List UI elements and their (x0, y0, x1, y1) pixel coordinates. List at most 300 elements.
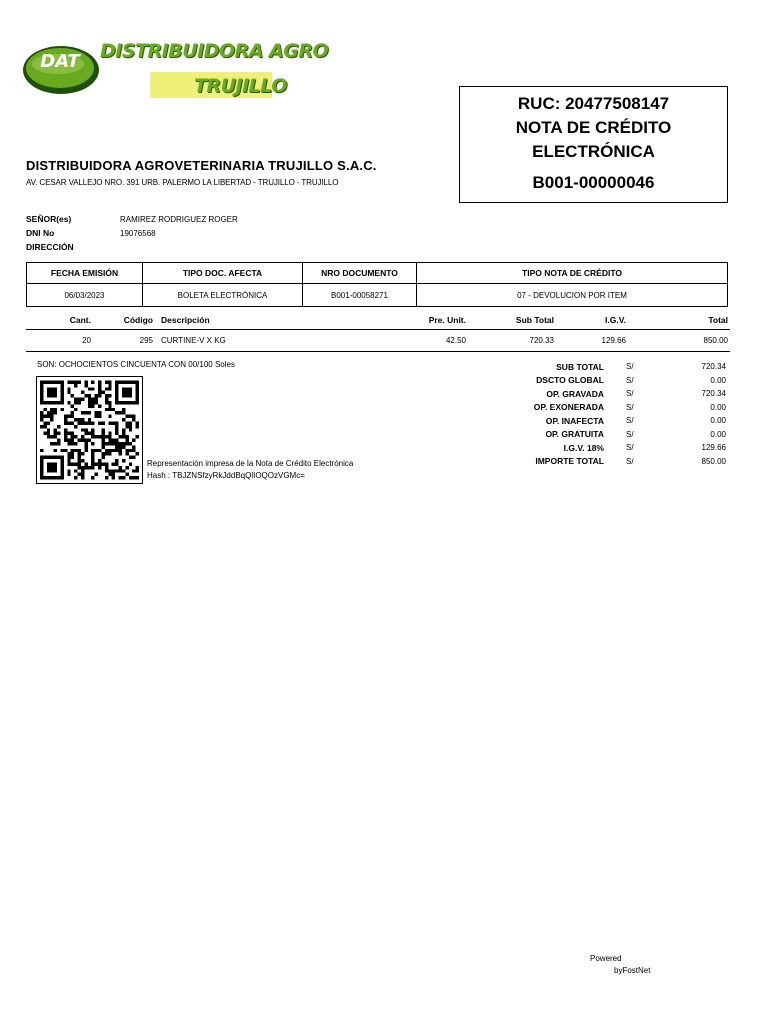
qr-module (122, 428, 125, 431)
company-logo (22, 38, 329, 100)
qr-module (105, 398, 108, 401)
hash-text: Hash : TBJZNSfzyRkJddBqQlIOQOzVGMc= (147, 471, 305, 480)
totals-row (480, 360, 728, 374)
qr-module (105, 401, 108, 404)
qr-module (98, 411, 101, 414)
qr-module (40, 411, 43, 414)
col-pre-unit: Pre. Unit. (396, 312, 466, 329)
qr-module (91, 398, 94, 401)
qr-module (54, 408, 57, 411)
totals-row (480, 387, 728, 401)
fecha-emision: 06/03/2023 (27, 284, 143, 307)
qr-module (108, 387, 111, 390)
qr-module (84, 428, 87, 431)
totals-value: 0.00 (710, 375, 726, 385)
qr-module (119, 466, 122, 469)
qr-module (74, 401, 77, 404)
qr-module (122, 445, 125, 448)
qr-module (78, 401, 81, 404)
qr-module (91, 449, 94, 452)
qr-module (136, 476, 139, 479)
qr-module (88, 432, 91, 435)
tipo-nota-credito: 07 - DEVOLUCION POR ITEM (417, 284, 728, 307)
qr-module (74, 408, 77, 411)
qr-module (129, 428, 132, 431)
qr-module (60, 449, 63, 452)
client-row-senor (26, 212, 238, 226)
powered-by (590, 953, 650, 977)
qr-module (74, 425, 77, 428)
totals-row (480, 401, 728, 415)
totals-row (480, 374, 728, 388)
qr-module (129, 476, 132, 479)
qr-module (71, 404, 74, 407)
qr-module (101, 462, 104, 465)
senor-value: RAMIREZ RODRIGUEZ ROGER (120, 214, 238, 224)
qr-module (95, 398, 98, 401)
qr-module (67, 421, 70, 424)
qr-module (81, 398, 84, 401)
qr-module (47, 435, 50, 438)
qr-module (78, 473, 81, 476)
qr-module (112, 442, 115, 445)
qr-module (88, 439, 91, 442)
qr-module (129, 462, 132, 465)
qr-module (136, 435, 139, 438)
qr-module (47, 462, 57, 472)
qr-module (101, 452, 104, 455)
company-name: DISTRIBUIDORA AGROVETERINARIA TRUJILLO S.A.C. (26, 158, 377, 173)
qr-module (74, 381, 77, 384)
powered-line1: Powered (590, 954, 622, 963)
totals-label: OP. GRAVADA (546, 388, 604, 399)
qr-module (108, 432, 111, 435)
qr-module (67, 415, 70, 418)
totals-currency: S/ (626, 375, 634, 385)
qr-module (50, 415, 53, 418)
item-descripcion: CURTINE-V X KG (156, 329, 396, 351)
qr-module (84, 445, 87, 448)
qr-module (67, 473, 70, 476)
qr-module (64, 418, 67, 421)
tipo-doc-afecta: BOLETA ELECTRÓNICA (143, 284, 303, 307)
qr-module (43, 408, 46, 411)
direccion-label: DIRECCIÓN (26, 242, 74, 252)
qr-module (84, 462, 87, 465)
qr-module (57, 442, 60, 445)
qr-module (136, 452, 139, 455)
document-number: B001-00000046 (532, 173, 655, 192)
qr-module (47, 421, 50, 424)
qr-module (88, 418, 91, 421)
qr-module (132, 439, 135, 442)
items-header-row (26, 312, 730, 329)
qr-module (91, 428, 94, 431)
item-pre-unit: 42.50 (396, 329, 466, 351)
col-sub-total: Sub Total (466, 312, 554, 329)
totals-label: OP. GRATUITA (545, 429, 604, 440)
qr-module (115, 425, 118, 428)
qr-module (71, 439, 74, 442)
qr-module (95, 473, 98, 476)
qr-module (125, 415, 128, 418)
representation-text: Representación impresa de la Nota de Crédito Electrónica (147, 459, 354, 468)
qr-module (50, 418, 53, 421)
qr-module (91, 462, 94, 465)
qr-module (81, 476, 84, 479)
qr-module (57, 425, 60, 428)
qr-module (74, 398, 77, 401)
qr-module (71, 435, 74, 438)
col-igv: I.G.V. (554, 312, 640, 329)
qr-module (98, 459, 101, 462)
header-tipo-nota-credito: TIPO NOTA DE CRÉDITO (417, 263, 728, 284)
col-descripcion: Descripción (156, 312, 396, 329)
items-table (26, 312, 730, 352)
qr-module (125, 473, 128, 476)
qr-module (101, 439, 104, 442)
qr-module (122, 432, 125, 435)
qr-module (136, 469, 139, 472)
totals-row (480, 414, 728, 428)
totals-label: I.G.V. 18% (563, 442, 604, 453)
qr-module (98, 462, 101, 465)
qr-module (108, 449, 111, 452)
qr-module (98, 387, 101, 390)
qr-module (108, 381, 111, 384)
qr-module (125, 449, 128, 452)
qr-module (67, 387, 70, 390)
ruc-number: RUC: 20477508147 (517, 94, 670, 113)
header-nro-documento: NRO DOCUMENTO (303, 263, 417, 284)
qr-module (67, 456, 70, 459)
qr-module (98, 466, 101, 469)
qr-module (71, 415, 74, 418)
qr-module (119, 435, 122, 438)
qr-code-image (40, 380, 139, 480)
totals-currency: S/ (626, 456, 634, 466)
qr-module (132, 415, 135, 418)
qr-module (115, 411, 118, 414)
qr-module (105, 466, 108, 469)
qr-module (81, 466, 84, 469)
qr-module (115, 439, 118, 442)
qr-module (101, 428, 104, 431)
qr-module (81, 439, 84, 442)
qr-module (88, 466, 91, 469)
qr-module (47, 387, 57, 397)
qr-module (98, 394, 101, 397)
qr-module (57, 439, 60, 442)
item-igv: 129.66 (554, 329, 640, 351)
totals-value: 0.00 (710, 416, 726, 426)
qr-module (122, 476, 125, 479)
qr-module (101, 421, 104, 424)
logo-badge-text: DAT (40, 51, 80, 72)
qr-module (115, 445, 118, 448)
qr-module (119, 469, 122, 472)
qr-module (105, 449, 108, 452)
qr-module (136, 421, 139, 424)
qr-module (125, 425, 128, 428)
qr-module (84, 439, 87, 442)
qr-module (43, 425, 46, 428)
qr-module (88, 398, 91, 401)
qr-module (132, 449, 135, 452)
qr-module (119, 452, 122, 455)
qr-module (54, 411, 57, 414)
header-fecha-emision: FECHA EMISIÓN (27, 263, 143, 284)
qr-module (64, 435, 67, 438)
totals-currency: S/ (626, 402, 634, 412)
qr-module (108, 384, 111, 387)
totals-currency: S/ (626, 416, 634, 426)
document-info-table (26, 262, 728, 307)
qr-module (81, 418, 84, 421)
table-row (26, 329, 730, 351)
totals-row (480, 455, 728, 469)
dni-value: 19076568 (120, 228, 156, 238)
client-row-direccion (26, 240, 238, 254)
qr-module (84, 384, 87, 387)
qr-module (98, 384, 101, 387)
qr-module (88, 387, 91, 390)
qr-module (88, 404, 91, 407)
qr-module (115, 459, 118, 462)
qr-module (95, 462, 98, 465)
qr-module (67, 439, 70, 442)
qr-module (105, 387, 108, 390)
qr-module (125, 439, 128, 442)
qr-module (105, 381, 108, 384)
qr-module (74, 442, 77, 445)
qr-module (78, 418, 81, 421)
qr-module (129, 415, 132, 418)
qr-module (81, 391, 84, 394)
qr-module (108, 435, 111, 438)
qr-module (47, 415, 50, 418)
qr-module (105, 408, 108, 411)
qr-module (74, 469, 77, 472)
qr-module (64, 439, 67, 442)
qr-module (88, 401, 91, 404)
document-type-line1: NOTA DE CRÉDITO (515, 118, 672, 137)
qr-module (101, 391, 104, 394)
qr-module (64, 421, 67, 424)
qr-module (74, 384, 77, 387)
qr-module (91, 381, 94, 384)
qr-module (112, 473, 115, 476)
qr-module (40, 418, 43, 421)
qr-module (136, 425, 139, 428)
item-total: 850.00 (640, 329, 730, 351)
qr-module (71, 411, 74, 414)
col-cant: Cant. (26, 312, 94, 329)
qr-module (101, 435, 104, 438)
qr-module (101, 456, 104, 459)
qr-module (132, 456, 135, 459)
qr-module (125, 442, 128, 445)
totals-value: 720.34 (701, 362, 726, 372)
logo-brand-bottom: TRUJILLO (194, 75, 287, 97)
qr-module (81, 411, 84, 414)
qr-module (67, 452, 70, 455)
qr-module (84, 421, 87, 424)
qr-module (105, 435, 108, 438)
qr-module (71, 394, 74, 397)
ruc-box (459, 86, 728, 203)
qr-module (119, 442, 122, 445)
qr-module (112, 469, 115, 472)
qr-module (105, 452, 108, 455)
qr-module (108, 415, 111, 418)
qr-module (78, 452, 81, 455)
qr-module (47, 428, 50, 431)
qr-module (132, 476, 135, 479)
representation-block (147, 458, 353, 482)
qr-module (54, 428, 57, 431)
qr-module (91, 432, 94, 435)
qr-module (81, 421, 84, 424)
qr-module (84, 411, 87, 414)
qr-module (60, 408, 63, 411)
qr-module (54, 435, 57, 438)
qr-module (98, 404, 101, 407)
qr-module (112, 439, 115, 442)
totals-currency: S/ (626, 429, 634, 439)
qr-module (95, 415, 98, 418)
qr-module (129, 442, 132, 445)
qr-module (136, 466, 139, 469)
qr-module (43, 421, 46, 424)
item-cant: 20 (26, 329, 94, 351)
qr-module (125, 421, 128, 424)
qr-module (57, 432, 60, 435)
qr-module (64, 449, 67, 452)
qr-module (67, 469, 70, 472)
qr-module (91, 387, 94, 390)
qr-module (91, 401, 94, 404)
qr-module (84, 449, 87, 452)
qr-module (132, 418, 135, 421)
qr-module (91, 456, 94, 459)
header-tipo-doc-afecta: TIPO DOC. AFECTA (143, 263, 303, 284)
qr-module (115, 428, 118, 431)
qr-module (115, 421, 118, 424)
qr-module (101, 442, 104, 445)
qr-module (98, 435, 101, 438)
qr-module (78, 466, 81, 469)
qr-code (36, 376, 143, 484)
qr-module (78, 459, 81, 462)
qr-module (95, 401, 98, 404)
qr-module (71, 421, 74, 424)
qr-module (78, 421, 81, 424)
item-codigo: 295 (94, 329, 156, 351)
qr-module (108, 452, 111, 455)
qr-module (91, 466, 94, 469)
qr-module (119, 445, 122, 448)
qr-module (108, 401, 111, 404)
totals-label: IMPORTE TOTAL (535, 456, 604, 467)
col-codigo: Código (94, 312, 156, 329)
document-type-line2: ELECTRÓNICA (532, 142, 655, 161)
senor-label: SEÑOR(es) (26, 214, 72, 224)
qr-module (129, 449, 132, 452)
qr-module (105, 476, 108, 479)
qr-module (71, 456, 74, 459)
qr-module (84, 432, 87, 435)
col-total: Total (640, 312, 730, 329)
qr-module (95, 411, 98, 414)
qr-module (78, 439, 81, 442)
qr-module (78, 456, 81, 459)
qr-module (67, 462, 70, 465)
qr-module (119, 476, 122, 479)
qr-module (91, 435, 94, 438)
qr-module (54, 449, 57, 452)
qr-module (81, 452, 84, 455)
totals-value: 0.00 (710, 429, 726, 439)
qr-module (71, 442, 74, 445)
qr-module (67, 442, 70, 445)
nro-documento: B001-00058271 (303, 284, 417, 307)
qr-module (108, 408, 111, 411)
qr-module (108, 394, 111, 397)
qr-module (91, 476, 94, 479)
qr-module (47, 432, 50, 435)
powered-line2: byFostNet (614, 966, 651, 975)
qr-module (91, 452, 94, 455)
qr-module (71, 449, 74, 452)
qr-module (115, 462, 118, 465)
qr-module (78, 398, 81, 401)
totals-currency: S/ (626, 362, 634, 372)
qr-module (112, 462, 115, 465)
qr-module (122, 411, 125, 414)
qr-module (40, 415, 43, 418)
amount-in-words: SON: OCHOCIENTOS CINCUENTA CON 00/100 Soles (37, 360, 235, 369)
qr-module (119, 449, 122, 452)
qr-module (122, 469, 125, 472)
qr-module (112, 476, 115, 479)
qr-module (105, 394, 108, 397)
qr-module (95, 449, 98, 452)
qr-module (67, 432, 70, 435)
qr-module (108, 469, 111, 472)
info-value-row (27, 284, 728, 307)
qr-module (50, 411, 53, 414)
qr-module (81, 428, 84, 431)
qr-module (91, 442, 94, 445)
qr-module (112, 408, 115, 411)
qr-module (64, 428, 67, 431)
qr-module (108, 421, 111, 424)
qr-module (95, 394, 98, 397)
qr-module (122, 435, 125, 438)
qr-module (98, 415, 101, 418)
info-header-row (27, 263, 728, 284)
qr-module (129, 425, 132, 428)
qr-module (81, 459, 84, 462)
qr-module (105, 469, 108, 472)
qr-module (91, 459, 94, 462)
qr-module (105, 442, 108, 445)
qr-module (108, 473, 111, 476)
qr-module (50, 442, 53, 445)
qr-module (74, 435, 77, 438)
qr-module (71, 432, 74, 435)
